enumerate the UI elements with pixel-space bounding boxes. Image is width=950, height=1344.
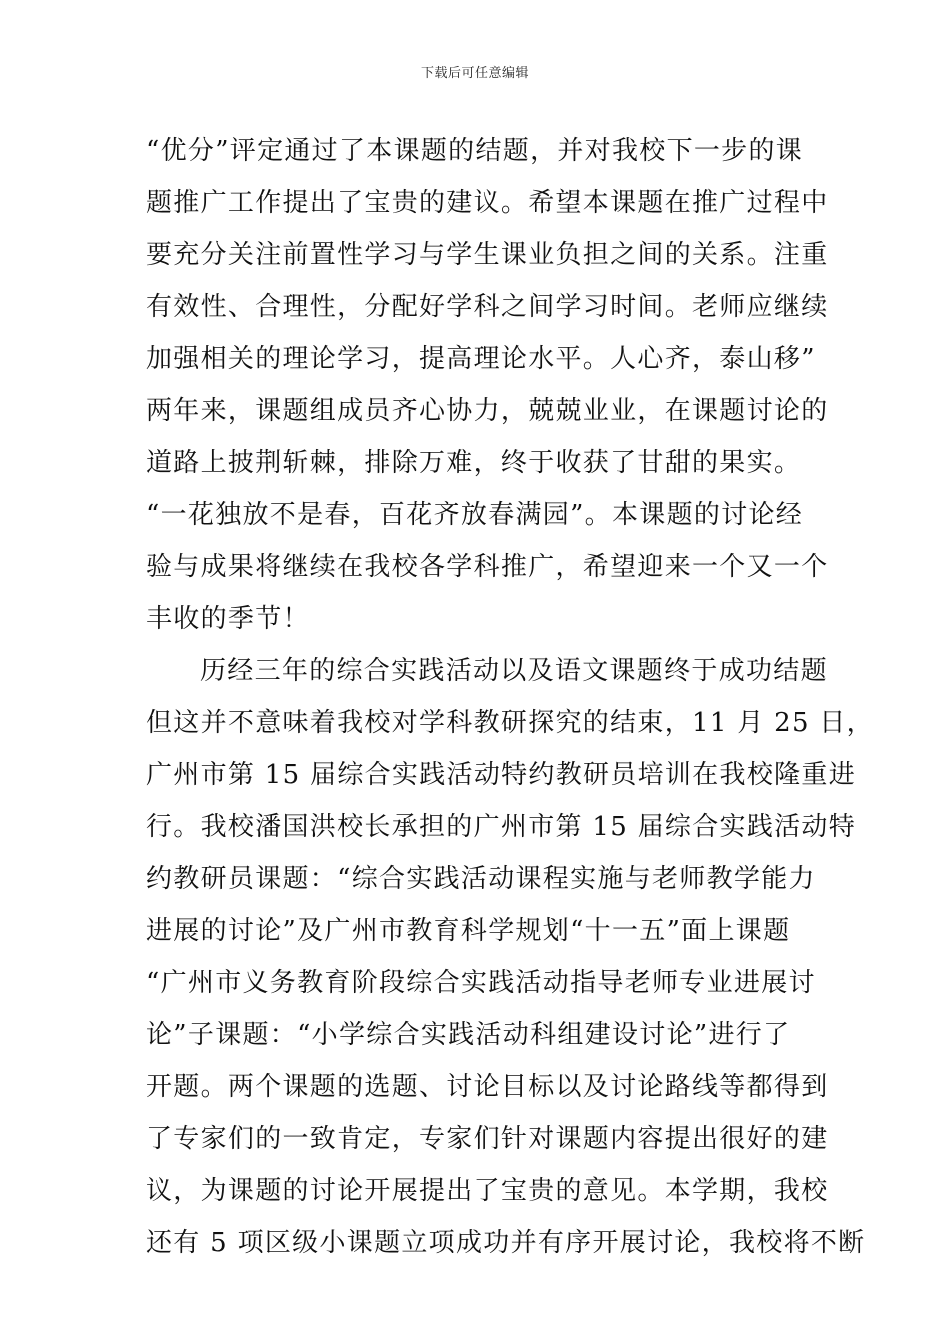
text-line: 但这并不意味着我校对学科教研探究的结束，11 月 25 日，	[146, 708, 874, 738]
text-line: “一花独放不是春，百花齐放春满园”。本课题的讨论经	[146, 500, 804, 530]
text-line: 题推广工作提出了宝贵的建议。希望本课题在推广过程中	[146, 188, 829, 218]
text-line: 开题。两个课题的选题、讨论目标以及讨论路线等都得到	[146, 1072, 829, 1102]
text-line: 丰收的季节！	[146, 604, 310, 634]
text-line: 有效性、合理性，分配好学科之间学习时间。老师应继续	[146, 292, 829, 322]
text-line: 要充分关注前置性学习与学生课业负担之间的关系。注重	[146, 240, 829, 270]
page-header-note: 下载后可任意编辑	[420, 66, 529, 81]
paragraph-new-research	[146, 645, 874, 1269]
text-line: 两年来，课题组成员齐心协力，兢兢业业，在课题讨论的	[146, 396, 829, 426]
text-line: 历经三年的综合实践活动以及语文课题终于成功结题	[200, 656, 828, 686]
paragraph-conclusion	[146, 125, 829, 645]
text-line: 加强相关的理论学习，提高理论水平。人心齐，泰山移”	[146, 344, 816, 374]
text-line: “优分”评定通过了本课题的结题，并对我校下一步的课	[146, 136, 804, 166]
text-line: “广州市义务教育阶段综合实践活动指导老师专业进展讨	[146, 968, 816, 998]
document-body	[146, 125, 874, 1269]
text-line: 道路上披荆斩棘，排除万难，终于收获了甘甜的果实。	[146, 448, 802, 478]
text-line: 还有 5 项区级小课题立项成功并有序开展讨论，我校将不断	[146, 1228, 866, 1258]
text-line: 论”子课题：“小学综合实践活动科组建设讨论”进行了	[146, 1020, 791, 1050]
text-line: 议，为课题的讨论开展提出了宝贵的意见。本学期，我校	[146, 1176, 829, 1206]
text-line: 进展的讨论”及广州市教育科学规划“十一五”面上课题	[146, 916, 791, 946]
text-line: 广州市第 15 届综合实践活动特约教研员培训在我校隆重进	[146, 760, 857, 790]
text-line: 约教研员课题：“综合实践活动课程实施与老师教学能力	[146, 864, 816, 894]
text-line: 验与成果将继续在我校各学科推广，希望迎来一个又一个	[146, 552, 829, 582]
text-line: 行。我校潘国洪校长承担的广州市第 15 届综合实践活动特	[146, 812, 857, 842]
text-line: 了专家们的一致肯定，专家们针对课题内容提出很好的建	[146, 1124, 829, 1154]
